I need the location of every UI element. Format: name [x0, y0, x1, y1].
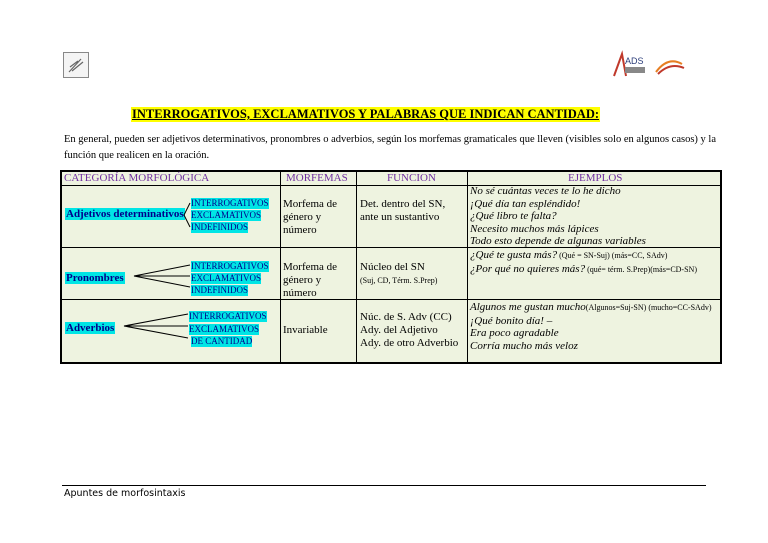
morfemas-cell: Morfema de género y número [283, 261, 338, 299]
funcion-cell [360, 311, 466, 350]
example: Algunos me gustan mucho(Algunos=Suj-SN) (mucho=CC-SAdv) [470, 301, 712, 313]
intro-paragraph: En general, pueden ser adjetivos determinativos, pronombres o adverbios, según los morfemas gramaticales que lleven (visibles solo en algunos casos) y la función que realicen en la oración. [64, 134, 716, 161]
example: Corría mucho más veloz [470, 339, 578, 352]
funcion-line: Núc. de S. Adv (CC) [360, 311, 452, 323]
example: ¿Por qué no quieres más? (qué= térm. S.Prep)(más=CD-SN) [470, 262, 697, 275]
subtype: INTERROGATIVOS [191, 198, 269, 208]
column-divider [467, 172, 468, 362]
category-adverbios: Adverbios [66, 322, 115, 334]
svg-text:ADS: ADS [625, 56, 644, 66]
example: Todo esto depende de algunas variables [470, 235, 646, 247]
funcion-cell: Det. dentro del SN, ante un sustantivo [360, 198, 446, 223]
header-ejemplos: EJEMPLOS [568, 172, 623, 184]
column-divider [356, 172, 357, 362]
subtype: INDEFINIDOS [191, 285, 248, 295]
category-pronombres: Pronombres [66, 272, 124, 284]
subtype: INTERROGATIVOS [191, 261, 269, 271]
row-divider [62, 299, 720, 300]
footer-divider [62, 485, 706, 486]
subtype: INTERROGATIVOS [189, 311, 267, 321]
left-logo-icon [63, 52, 89, 78]
page-title: INTERROGATIVOS, EXCLAMATIVOS Y PALABRAS QUE INDICAN CANTIDAD: [132, 107, 600, 121]
example: ¿Qué te gusta más? (Qué = SN-Suj) (más=CC, SAdv) [470, 249, 668, 261]
funcion-line: Ady. del Adjetivo [360, 324, 438, 336]
funcion-cell [360, 261, 464, 287]
example: No sé cuántas veces te lo he dicho [470, 185, 621, 197]
bracket-icon [132, 263, 192, 289]
institution-logo-icon [612, 50, 687, 80]
footer-text: Apuntes de morfosintaxis [64, 488, 186, 499]
column-divider [280, 172, 281, 362]
morphology-table [60, 170, 722, 364]
funcion-note: (Suj, CD, Térm. S.Prep) [360, 276, 438, 285]
ejemplos-cell [470, 249, 722, 276]
ejemplos-cell [470, 301, 722, 352]
header-funcion: FUNCION [387, 172, 436, 184]
header-categoria: CATEGORÍA MORFOLÓGICA [64, 172, 210, 184]
bracket-icon [122, 312, 190, 340]
ejemplos-cell [470, 185, 722, 248]
funcion-text: Núcleo del SN [360, 261, 425, 273]
category-adjetivos: Adjetivos determinativos [66, 208, 184, 220]
example: Era poco agradable [470, 327, 559, 339]
example: ¿Qué libro te falta? [470, 210, 557, 222]
subtype: DE CANTIDAD [191, 336, 253, 346]
morfemas-cell: Invariable [283, 324, 328, 336]
subtype: EXCLAMATIVOS [191, 210, 262, 220]
subtype: INDEFINIDOS [191, 222, 248, 232]
example: Necesito muchos más lápices [470, 222, 599, 235]
example: ¡Qué día tan espléndido! [470, 197, 581, 210]
morfemas-cell: Morfema de género y número [283, 198, 338, 236]
header-morfemas: MORFEMAS [286, 172, 348, 184]
subtype: EXCLAMATIVOS [189, 324, 260, 334]
subtype: EXCLAMATIVOS [191, 273, 262, 283]
funcion-line: Ady. de otro Adverbio [360, 337, 459, 349]
example: ¡Qué bonito día! – [470, 314, 553, 327]
